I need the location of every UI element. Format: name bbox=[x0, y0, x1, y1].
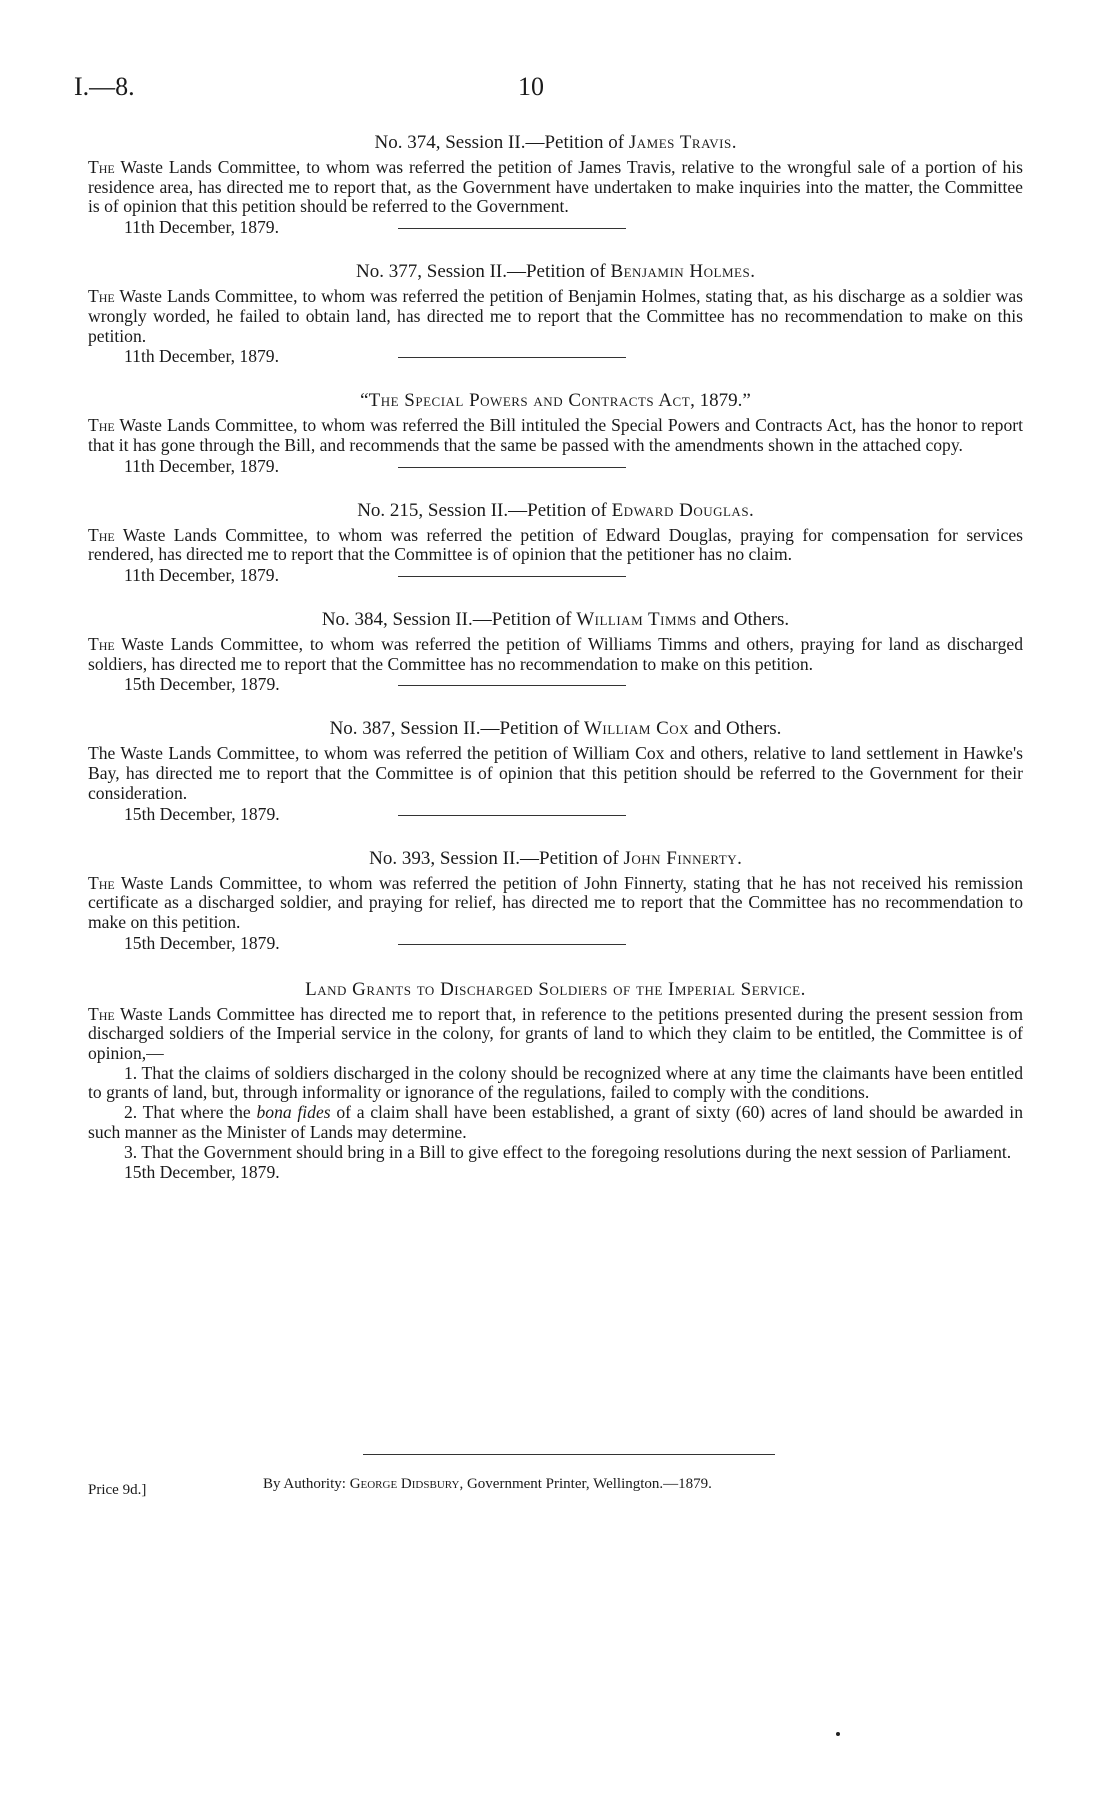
lead-word: The bbox=[88, 415, 115, 436]
stray-mark bbox=[836, 1732, 840, 1736]
petitioner-name: William Cox bbox=[583, 718, 690, 740]
body-text: Waste Lands Committee, to whom was referred the petition of John Finnerty, stating that he has not received his remission certificate as a discharged soldier, and praying for relief, has directed me to report that the Committee has no recommendation to make on this petition. bbox=[88, 872, 1023, 932]
date-text: 11th December, 1879. bbox=[124, 455, 279, 476]
document-reference: I.—8. bbox=[74, 72, 135, 101]
petitioner-name: Edward Douglas bbox=[611, 499, 750, 521]
page-number: 10 bbox=[518, 72, 544, 101]
report-section-finnerty bbox=[88, 848, 1023, 953]
heading-suffix: . bbox=[737, 847, 742, 869]
petitioner-name: John Finnerty bbox=[623, 847, 738, 869]
petitioner-name: William Timms bbox=[576, 609, 697, 631]
page-footer bbox=[88, 1454, 1023, 1514]
section-heading bbox=[88, 609, 1023, 631]
section-date bbox=[88, 565, 1023, 585]
heading-prefix: No. 393, Session II.—Petition of bbox=[369, 847, 624, 869]
printer-authority bbox=[263, 1476, 712, 1493]
section-body bbox=[88, 744, 1023, 803]
resolution-item-3: 3. That the Government should bring in a Bill to give effect to the foregoing resolutions during the next session of Parliament. bbox=[124, 1141, 1012, 1162]
report-section-special-powers bbox=[88, 390, 1023, 475]
section-date bbox=[88, 1162, 1023, 1182]
section-heading bbox=[88, 261, 1023, 283]
document-body bbox=[88, 132, 1023, 1182]
petitioner-name: James Travis bbox=[628, 132, 732, 153]
section-date bbox=[88, 933, 1023, 953]
body-text: Waste Lands Committee, to whom was referred the petition of James Travis, relative to the wrongful sale of a portion of his residence area, has directed me to report that, as the Government have undertaken to make inquiries into the matter, the Committee is of opinion that this petition should be referred to the Government. bbox=[88, 157, 1023, 217]
heading-prefix: No. 377, Session II.—Petition of bbox=[356, 261, 611, 283]
item-text: of a claim shall have been established, a grant of sixty (60) acres of land should be awarded in such manner as the Minister of Lands may determine. bbox=[88, 1102, 1023, 1142]
heading-prefix: No. 387, Session II.—Petition of bbox=[329, 718, 584, 740]
section-heading bbox=[88, 848, 1023, 870]
land-grants-intro bbox=[88, 1005, 1023, 1064]
body-text: The Waste Lands Committee, to whom was referred the petition of William Cox and others, relative to land settlement in Hawke's Bay, has directed me to report that the Committee is of opinion that this petition should be referred to the Government for their consideration. bbox=[88, 743, 1023, 803]
heading-prefix: No. 384, Session II.—Petition of bbox=[321, 609, 577, 631]
item-text: 2. That where the bbox=[124, 1102, 257, 1123]
report-section-douglas bbox=[88, 500, 1023, 585]
section-heading bbox=[88, 718, 1023, 740]
date-text: 11th December, 1879. bbox=[124, 565, 279, 586]
heading-suffix: and Others. bbox=[696, 609, 790, 631]
section-divider bbox=[398, 944, 626, 945]
section-divider bbox=[398, 815, 626, 816]
date-text: 15th December, 1879. bbox=[124, 674, 280, 695]
act-name: The Special Powers and Contracts Act bbox=[368, 390, 691, 412]
printer-name: George Didsbury bbox=[349, 1476, 460, 1492]
heading-suffix: . bbox=[731, 132, 737, 153]
section-date bbox=[88, 804, 1023, 824]
report-section-timms bbox=[88, 609, 1023, 694]
date-text: 11th December, 1879. bbox=[124, 217, 279, 238]
lead-word: The bbox=[88, 157, 115, 177]
section-heading bbox=[88, 390, 1023, 412]
heading-suffix: . bbox=[749, 499, 754, 521]
section-body bbox=[88, 158, 1023, 217]
section-date bbox=[88, 674, 1023, 694]
date-text: 15th December, 1879. bbox=[124, 1162, 280, 1183]
lead-word: The bbox=[88, 524, 115, 545]
body-text: Waste Lands Committee, to whom was referred the Bill intituled the Special Powers and Contracts Act, has the honor to report that it has gone through the Bill, and recommends that the same be passed with the amendments shown in the attached copy. bbox=[88, 415, 1023, 455]
heading-suffix: , 1879.” bbox=[690, 390, 751, 412]
section-divider bbox=[398, 467, 626, 468]
date-text: 11th December, 1879. bbox=[124, 346, 279, 367]
lead-word: The bbox=[88, 634, 115, 655]
authority-suffix: , Government Printer, Wellington.—1879. bbox=[459, 1476, 712, 1492]
section-body bbox=[88, 416, 1023, 455]
section-date bbox=[88, 346, 1023, 366]
petitioner-name: Benjamin Holmes bbox=[610, 261, 751, 283]
report-section-cox bbox=[88, 718, 1023, 823]
report-section-travis bbox=[88, 132, 1023, 237]
body-text: Waste Lands Committee, to whom was referred the petition of Edward Douglas, praying for compensation for services rendered, has directed me to report that the Committee is of opinion that the petitioner has no claim. bbox=[88, 524, 1023, 565]
section-divider bbox=[398, 357, 626, 358]
latin-term: bona fides bbox=[256, 1102, 331, 1123]
footer-divider bbox=[363, 1454, 775, 1455]
body-text: Waste Lands Committee, to whom was referred the petition of Benjamin Holmes, stating that, as his discharge as a soldier was wrongly worded, he failed to obtain land, has directed me to report that the Committee has no recommendation to make on this petition. bbox=[88, 286, 1023, 346]
section-divider bbox=[398, 685, 626, 686]
date-text: 15th December, 1879. bbox=[124, 803, 280, 824]
authority-prefix: By Authority: bbox=[263, 1476, 350, 1492]
heading-suffix: and Others. bbox=[689, 718, 782, 740]
land-grants-heading: Land Grants to Discharged Soldiers of the Imperial Service. bbox=[305, 978, 806, 1000]
resolution-item-2 bbox=[88, 1103, 1023, 1142]
section-body bbox=[88, 287, 1023, 346]
heading-suffix: . bbox=[750, 261, 755, 283]
section-divider bbox=[398, 576, 626, 577]
heading-prefix: No. 374, Session II.—Petition of bbox=[374, 132, 629, 153]
date-text: 15th December, 1879. bbox=[124, 932, 280, 953]
section-heading bbox=[88, 979, 1023, 1001]
lead-word: The bbox=[88, 872, 115, 893]
lead-word: The bbox=[88, 286, 115, 307]
lead-word: The bbox=[88, 1003, 115, 1024]
section-body bbox=[88, 526, 1023, 565]
land-grants-section bbox=[88, 979, 1023, 1183]
resolution-item-1: 1. That the claims of soldiers discharged in the colony should be recognized where at any time the claimants have been entitled to grants of land, but, through informality or ignorance of the regulations, failed to comply with the conditions. bbox=[88, 1062, 1023, 1103]
price-label: Price 9d.] bbox=[88, 1482, 147, 1498]
section-divider bbox=[398, 228, 626, 229]
heading-prefix: No. 215, Session II.—Petition of bbox=[357, 499, 612, 521]
section-body bbox=[88, 874, 1023, 933]
section-body bbox=[88, 635, 1023, 674]
section-date bbox=[88, 456, 1023, 476]
body-text: Waste Lands Committee, to whom was referred the petition of Williams Timms and others, praying for land as discharged soldiers, has directed me to report that the Committee has no recommendation to make on this petition. bbox=[88, 634, 1023, 674]
section-heading bbox=[88, 132, 1023, 154]
heading-prefix: “ bbox=[360, 390, 369, 412]
section-date bbox=[88, 217, 1023, 237]
report-section-holmes bbox=[88, 261, 1023, 366]
section-heading bbox=[88, 500, 1023, 522]
body-text: Waste Lands Committee has directed me to report that, in reference to the petitions presented during the present session from discharged soldiers of the Imperial service in the colony, for grants of land to which they claim to be entitled, the Committee is of opinion,— bbox=[88, 1003, 1023, 1064]
